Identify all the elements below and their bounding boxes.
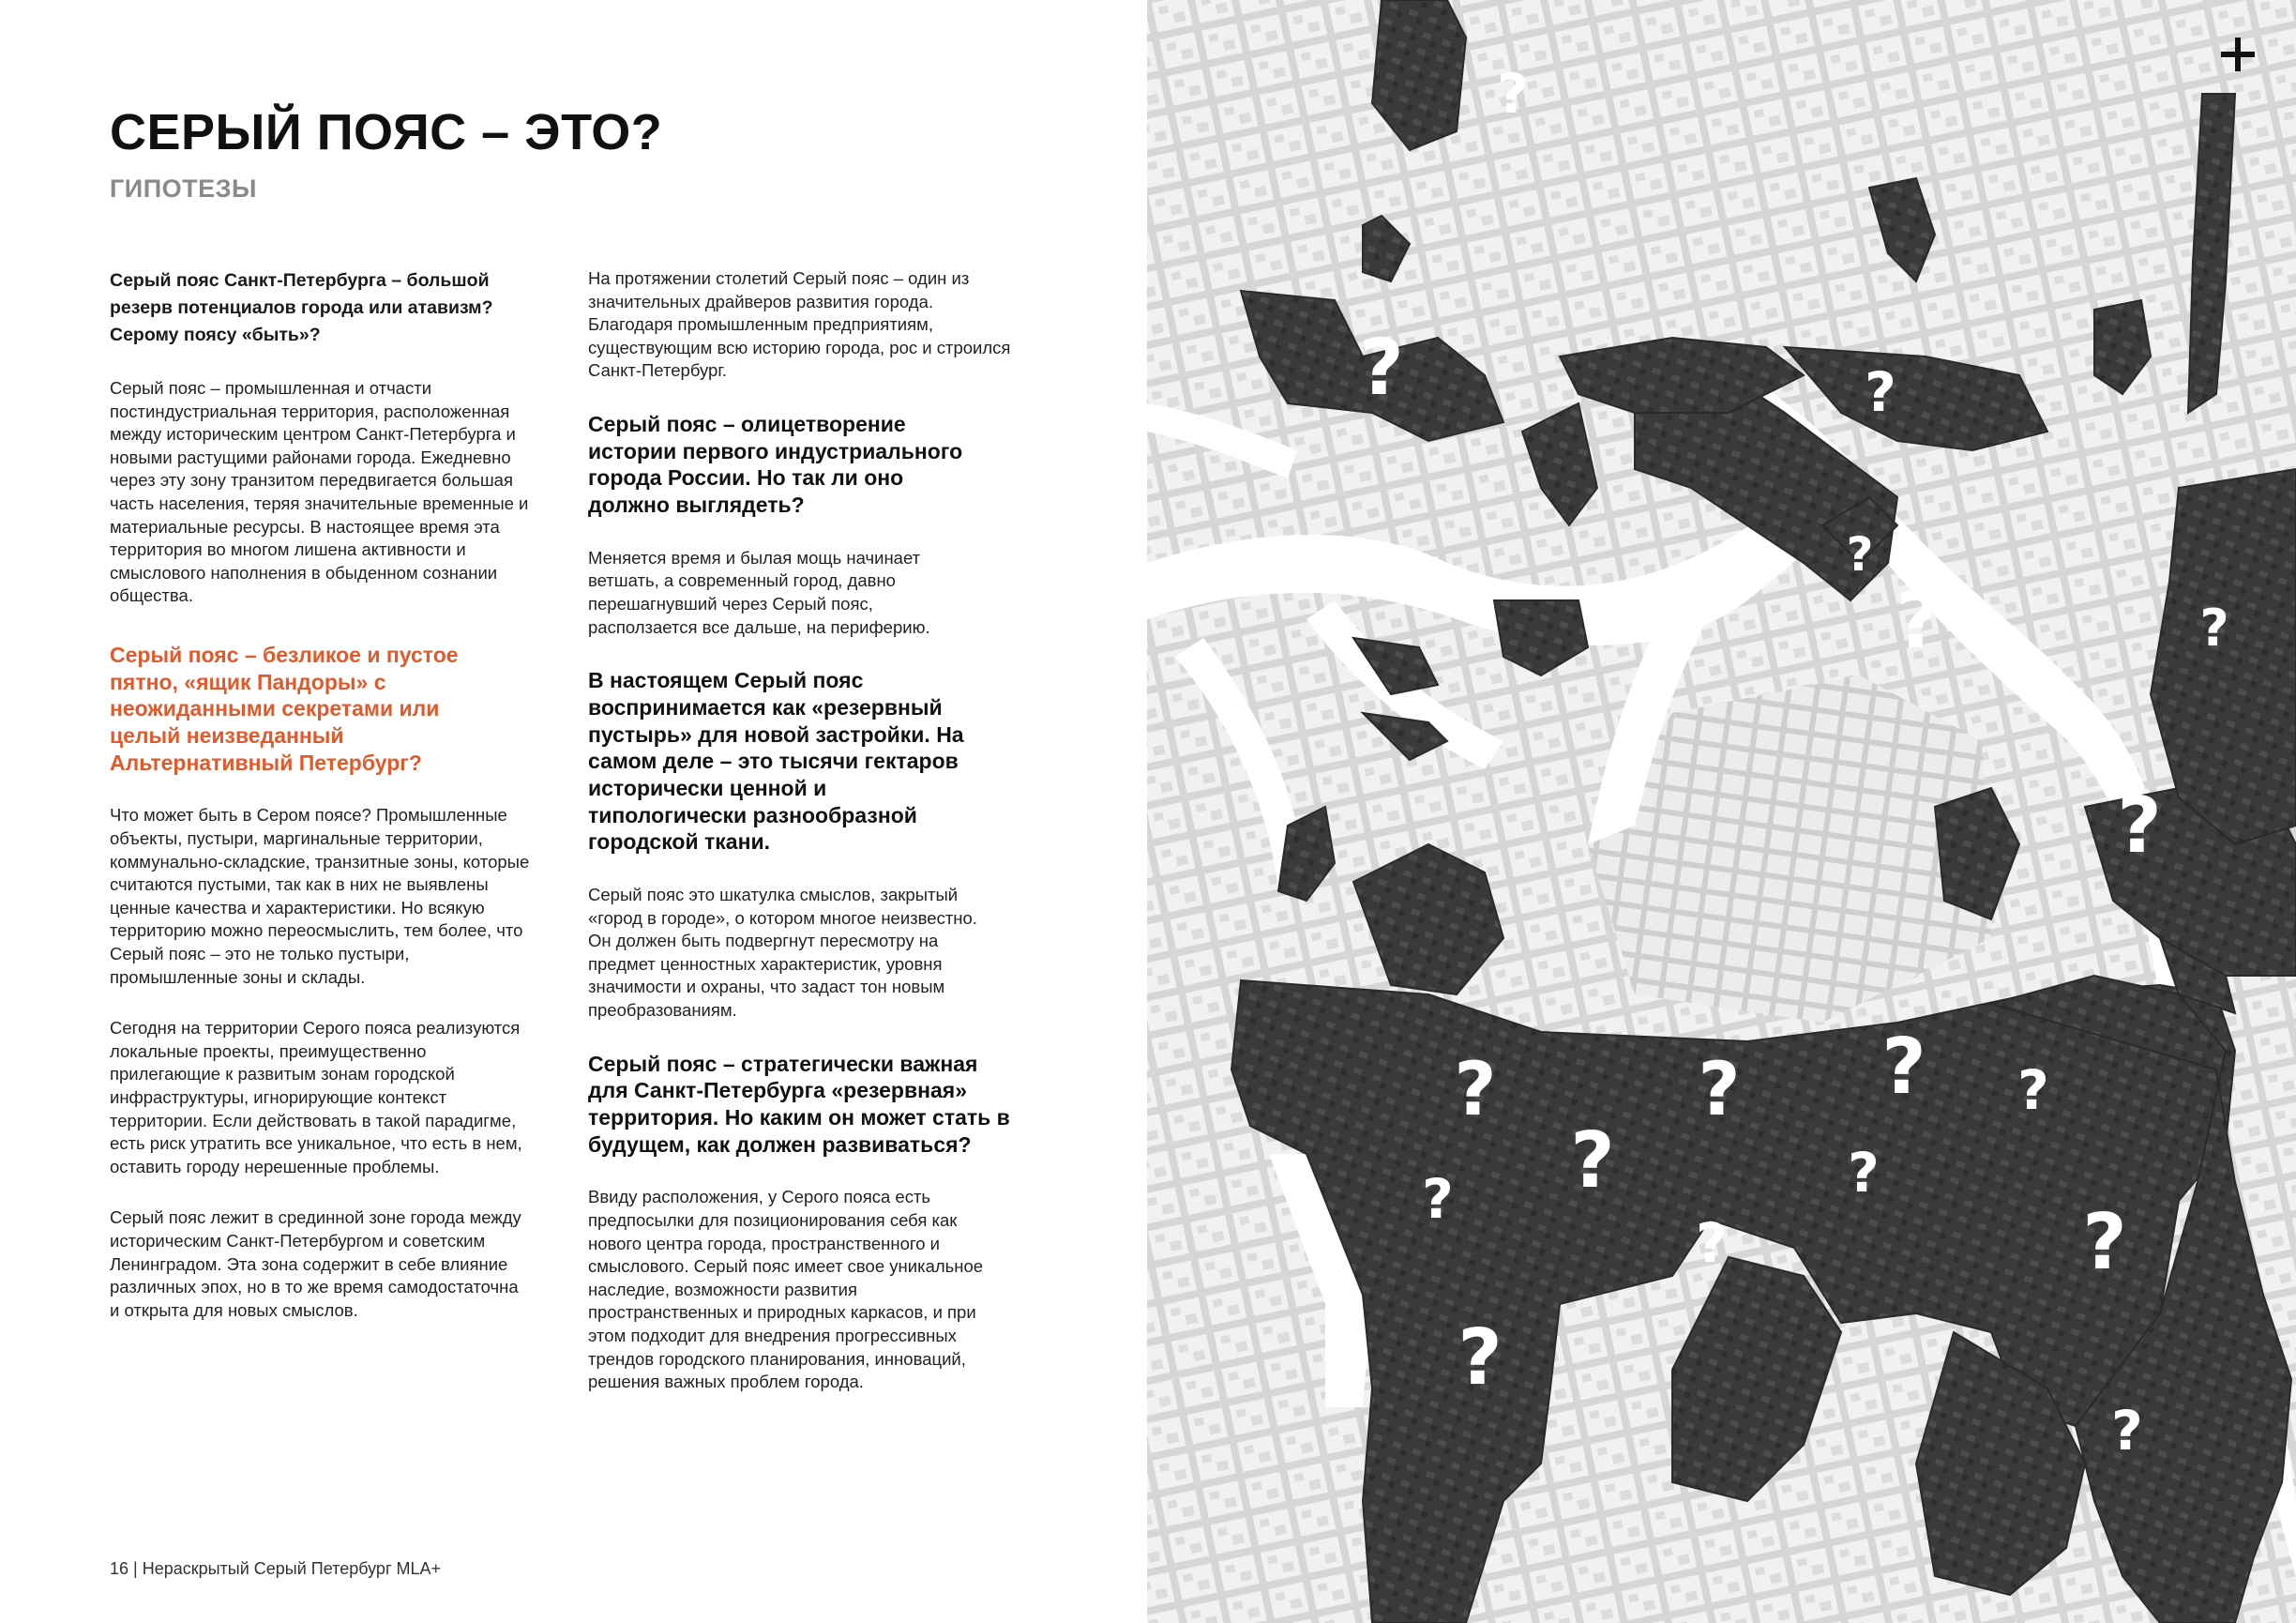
lead-paragraph: Серый пояс Санкт-Петербурга – большой резерв потенциалов города или атавизм? Серому поясу «быть»? [110, 270, 493, 345]
question-mark-icon: ? [1846, 527, 1874, 582]
question-mark-icon: ? [2017, 1058, 2049, 1122]
body-paragraph: Ввиду расположения, у Серого пояса есть предпосылки для позиционирования себя как нового центра города, пространственного и смыслового. Серый пояс имеет свое уникальное наследие, возможности развития пространственных и природных каркасов, и при этом подходит для внедрения прогрессивных трендов городского планирования, инноваций, решения важных проблем города. [588, 1187, 984, 1392]
body-paragraph: Сегодня на территории Серого пояса реализуются локальные проекты, преимущественно прилегающие к развитым зонам городской инфраструктуры, игнорирующие контекст территории. Если действовать в такой парадигме, есть риск утратить все уникальное, что есть в нем, оставить городу нерешенные проблемы. [110, 1018, 522, 1176]
section-heading: В настоящем Серый пояс воспринимается как «резервный пустырь» для новой застройки. На самом деле – это тысячи гектаров исторически ценной и типологически разнообразной городской ткани. [588, 668, 964, 855]
body-paragraph: Серый пояс – промышленная и отчасти постиндустриальная территория, расположенная между историческим центром Санкт-Петербурга и новыми растущими районами города. Ежедневно через эту зону транзитом передвигается большая часть населения, теряя значительные временные и материальные ресурсы. В настоящее время эта территория во многом лишена активности и смыслового наполнения в обыденном сознании общества. [110, 378, 529, 606]
section-heading: Серый пояс – стратегически важная для Санкт-Петербурга «резервная» территория. Но каким он может стать в будущем, как должен развиваться? [588, 1051, 1010, 1157]
question-mark-icon: ? [1881, 1023, 1926, 1112]
question-mark-icon: ? [2267, 1454, 2269, 1455]
body-paragraph: Что может быть в Сером поясе? Промышленные объекты, пустыри, маргинальные территории, коммунально-складские, транзитные зоны, которые считаются пустыми, так как в них не выявлены ценные качества и характеристики. Но всякую территорию можно переосмыслить, тем более, что Серый пояс – это не только пустыри, промышленные зоны и склады. [110, 805, 530, 987]
question-mark-icon: ? [1698, 1048, 1741, 1132]
question-mark-icon: ? [1848, 1141, 1880, 1205]
question-mark-icon: ? [2082, 1198, 2127, 1287]
text-column-right [588, 267, 1012, 1394]
question-mark-icon: ? [2111, 1399, 2143, 1463]
question-mark-icon: ? [1896, 577, 1941, 666]
question-mark-icon: ? [1696, 1211, 1728, 1275]
question-mark-icon: ? [2117, 781, 2162, 871]
page-footer: 16 | Нераскрытый Серый Петербург MLA+ [110, 1559, 442, 1578]
left-page [0, 0, 1146, 1623]
plus-icon [2221, 38, 2255, 71]
gray-belt-map [1147, 0, 2296, 1623]
body-paragraph: На протяжении столетий Серый пояс – один из значительных драйверов развития города. Благодаря промышленным предприятиям, существующим всю историю города, рос и строился Санкт-Петербург. [588, 268, 1011, 381]
page-title: СЕРЫЙ ПОЯС – ЭТО? [110, 104, 663, 160]
question-mark-icon: ? [1570, 1116, 1615, 1206]
question-mark-icon: ? [2199, 599, 2229, 658]
body-paragraph: Серый пояс лежит в срединной зоне города между историческим Санкт-Петербургом и советским Ленинградом. Эта зона содержит в себе влияние различных эпох, но в то же время самодостаточна и открыта для новых смыслов. [110, 1207, 521, 1320]
question-mark-icon: ? [1470, 1501, 1472, 1502]
body-paragraph: Меняется время и былая мощь начинает ветшать, а современный город, давно перешагнувший через Серый пояс, расползается все дальше, на периферию. [588, 547, 930, 637]
question-mark-icon: ? [1454, 1048, 1497, 1132]
question-mark-icon: ? [1422, 1167, 1454, 1231]
question-mark-icon: ? [1865, 360, 1896, 424]
body-paragraph: Серый пояс это шкатулка смыслов, закрытый «город в городе», о котором многое неизвестно. Он должен быть подвергнут пересмотру на предмет ценностных характеристик, уровня значимости и охраны, что задаст тон новым преобразованиям. [588, 885, 977, 1021]
question-mark-icon: ? [1359, 324, 1404, 413]
page-subtitle: ГИПОТЕЗЫ [110, 174, 257, 203]
text-column-left [110, 267, 541, 1322]
question-mark-icon: ? [1458, 1313, 1503, 1403]
highlight-quote: Серый пояс – безликое и пустое пятно, «ящик Пандоры» с неожиданными секретами или целый неизведанный Альтернативный Петербург? [110, 642, 459, 775]
question-mark-icon: ? [1497, 62, 1529, 126]
section-heading: Серый пояс – олицетворение истории первого индустриального города России. Но так ли оно должно выглядеть? [588, 411, 963, 518]
